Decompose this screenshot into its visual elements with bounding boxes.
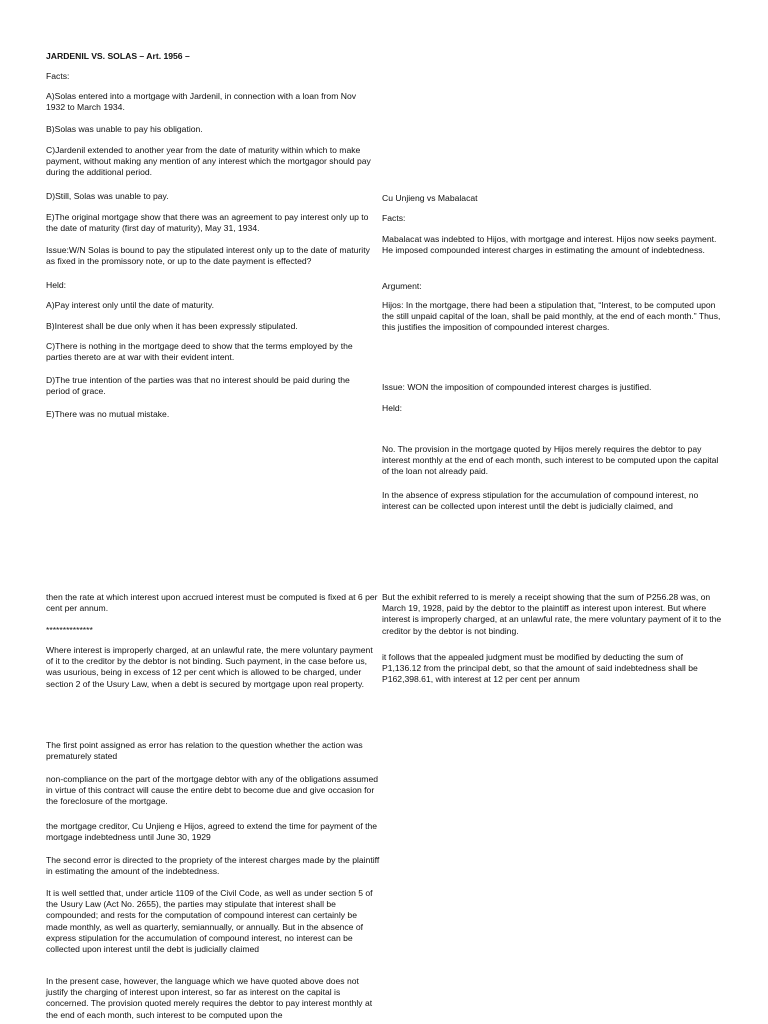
held-text-1: No. The provision in the mortgage quoted by Hijos merely requires the debtor to pay interest monthly at the end of each month, such interest to be computed upon the capital of the loan not already paid. <box>382 444 719 477</box>
held-b: B)Interest shall be due only when it has been expressly stipulated. <box>46 321 298 331</box>
first-point-text: The first point assigned as error has relation to the question whether the action was prematurely stated <box>46 740 363 762</box>
separator-stars: ************** <box>46 625 93 635</box>
held-heading-2: Held: <box>382 403 403 413</box>
second-error-text: The second error is directed to the propriety of the interest charges made by the plaintiff in estimating the amount of the indebtedness. <box>46 855 380 877</box>
case-title-jardenil: JARDENIL VS. SOLAS – Art. 1956 – <box>46 51 190 61</box>
held-c: C)There is nothing in the mortgage deed to show that the terms employed by the parties thereto are at war with their evident intent. <box>46 341 353 363</box>
facts-heading: Facts: <box>46 71 70 81</box>
issue-2: Issue: WON the imposition of compounded interest charges is justified. <box>382 382 652 392</box>
argument-text: Hijos: In the mortgage, there had been a stipulation that, “Interest, to be computed upon the still unpaid capital of the loan, shall be paid monthly, at the end of each month.” Thus, this justifies the imposition of compounded interest charges. <box>382 300 721 333</box>
present-case-text: In the present case, however, the language which we have quoted above does not justify the charging of interest upon interest, so far as interest on the capital is concerned. The provision quoted merely requires the debtor to pay interest monthly at the end of each month, such interest to be computed upon the <box>46 976 373 1020</box>
held-heading: Held: <box>46 280 67 290</box>
exhibit-text: But the exhibit referred to is merely a receipt showing that the sum of P256.28 was, on March 19, 1928, paid by the debtor to the plaintiff as interest upon interest. But where interest is improperly charged, at an unlawful rate, the mere voluntary payment of it to the creditor by the debtor is not binding. <box>382 592 722 636</box>
held-text-2: In the absence of express stipulation for the accumulation of compound interest, no interest can be collected upon interest until the debt is judicially claimed, and <box>382 490 699 512</box>
held-e: E)There was no mutual mistake. <box>46 409 170 419</box>
non-compliance-text: non-compliance on the part of the mortgage debtor with any of the obligations assumed in virtue of this contract will cause the entire debt to become due and give occasion for the foreclosure of the mortgage. <box>46 774 379 807</box>
case-title-cu-unjieng: Cu Unjieng vs Mabalacat <box>382 193 478 203</box>
civil-code-text: It is well settled that, under article 1109 of the Civil Code, as well as under section 5 of the Usury Law (Act No. 2655), the parties may stipulate that interest shall be compounded; and rests for the computation of compound interest can certainly be made monthly, as well as quarterly, semiannually, or annually. But in the absence of express stipulation for the accumulation of compound interest, no interest can be collected upon interest until the debt is judicially claimed <box>46 888 373 955</box>
argument-heading: Argument: <box>382 281 422 291</box>
issue: Issue:W/N Solas is bound to pay the stipulated interest only up to the date of maturity as fixed in the promissory note, or up to the date payment is effected? <box>46 245 370 267</box>
held-a: A)Pay interest only until the date of maturity. <box>46 300 214 310</box>
fact-a: A)Solas entered into a mortgage with Jardenil, in connection with a loan from Nov 1932 to March 1934. <box>46 91 357 113</box>
fact-c: C)Jardenil extended to another year from the date of maturity within which to make payment, without making any mention of any interest which the mortgagor should pay during the additional period. <box>46 145 371 178</box>
fact-e: E)The original mortgage show that there was an agreement to pay interest only up to the date of maturity (first day of maturity), May 31, 1934. <box>46 212 369 234</box>
facts-heading-2: Facts: <box>382 213 406 223</box>
held-d: D)The true intention of the parties was that no interest should be paid during the period of grace. <box>46 375 350 397</box>
rate-text: then the rate at which interest upon accrued interest must be computed is fixed at 6 per cent per annum. <box>46 592 378 614</box>
fact-d: D)Still, Solas was unable to pay. <box>46 191 169 201</box>
fact-b: B)Solas was unable to pay his obligation. <box>46 124 203 134</box>
usury-text: Where interest is improperly charged, at an unlawful rate, the mere voluntary payment of it to the creditor by the debtor is not binding. Such payment, in the case before us, was usurious, being in excess of 12 per cent which is allowed to be charged, under section 2 of the Usury Law, when a debt is secured by mortgage upon real property. <box>46 645 373 689</box>
facts-2: Mabalacat was indebted to Hijos, with mortgage and interest. Hijos now seeks payment. He imposed compounded interest charges in estimating the amount of indebtedness. <box>382 234 717 256</box>
extension-text: the mortgage creditor, Cu Unjieng e Hijos, agreed to extend the time for payment of the mortgage indebtedness until June 30, 1929 <box>46 821 378 843</box>
judgment-text: it follows that the appealed judgment must be modified by deducting the sum of P1,136.12 from the principal debt, so that the amount of said indebtedness shall be P162,398.61, with interest at 12 per cent per annum <box>382 652 698 685</box>
